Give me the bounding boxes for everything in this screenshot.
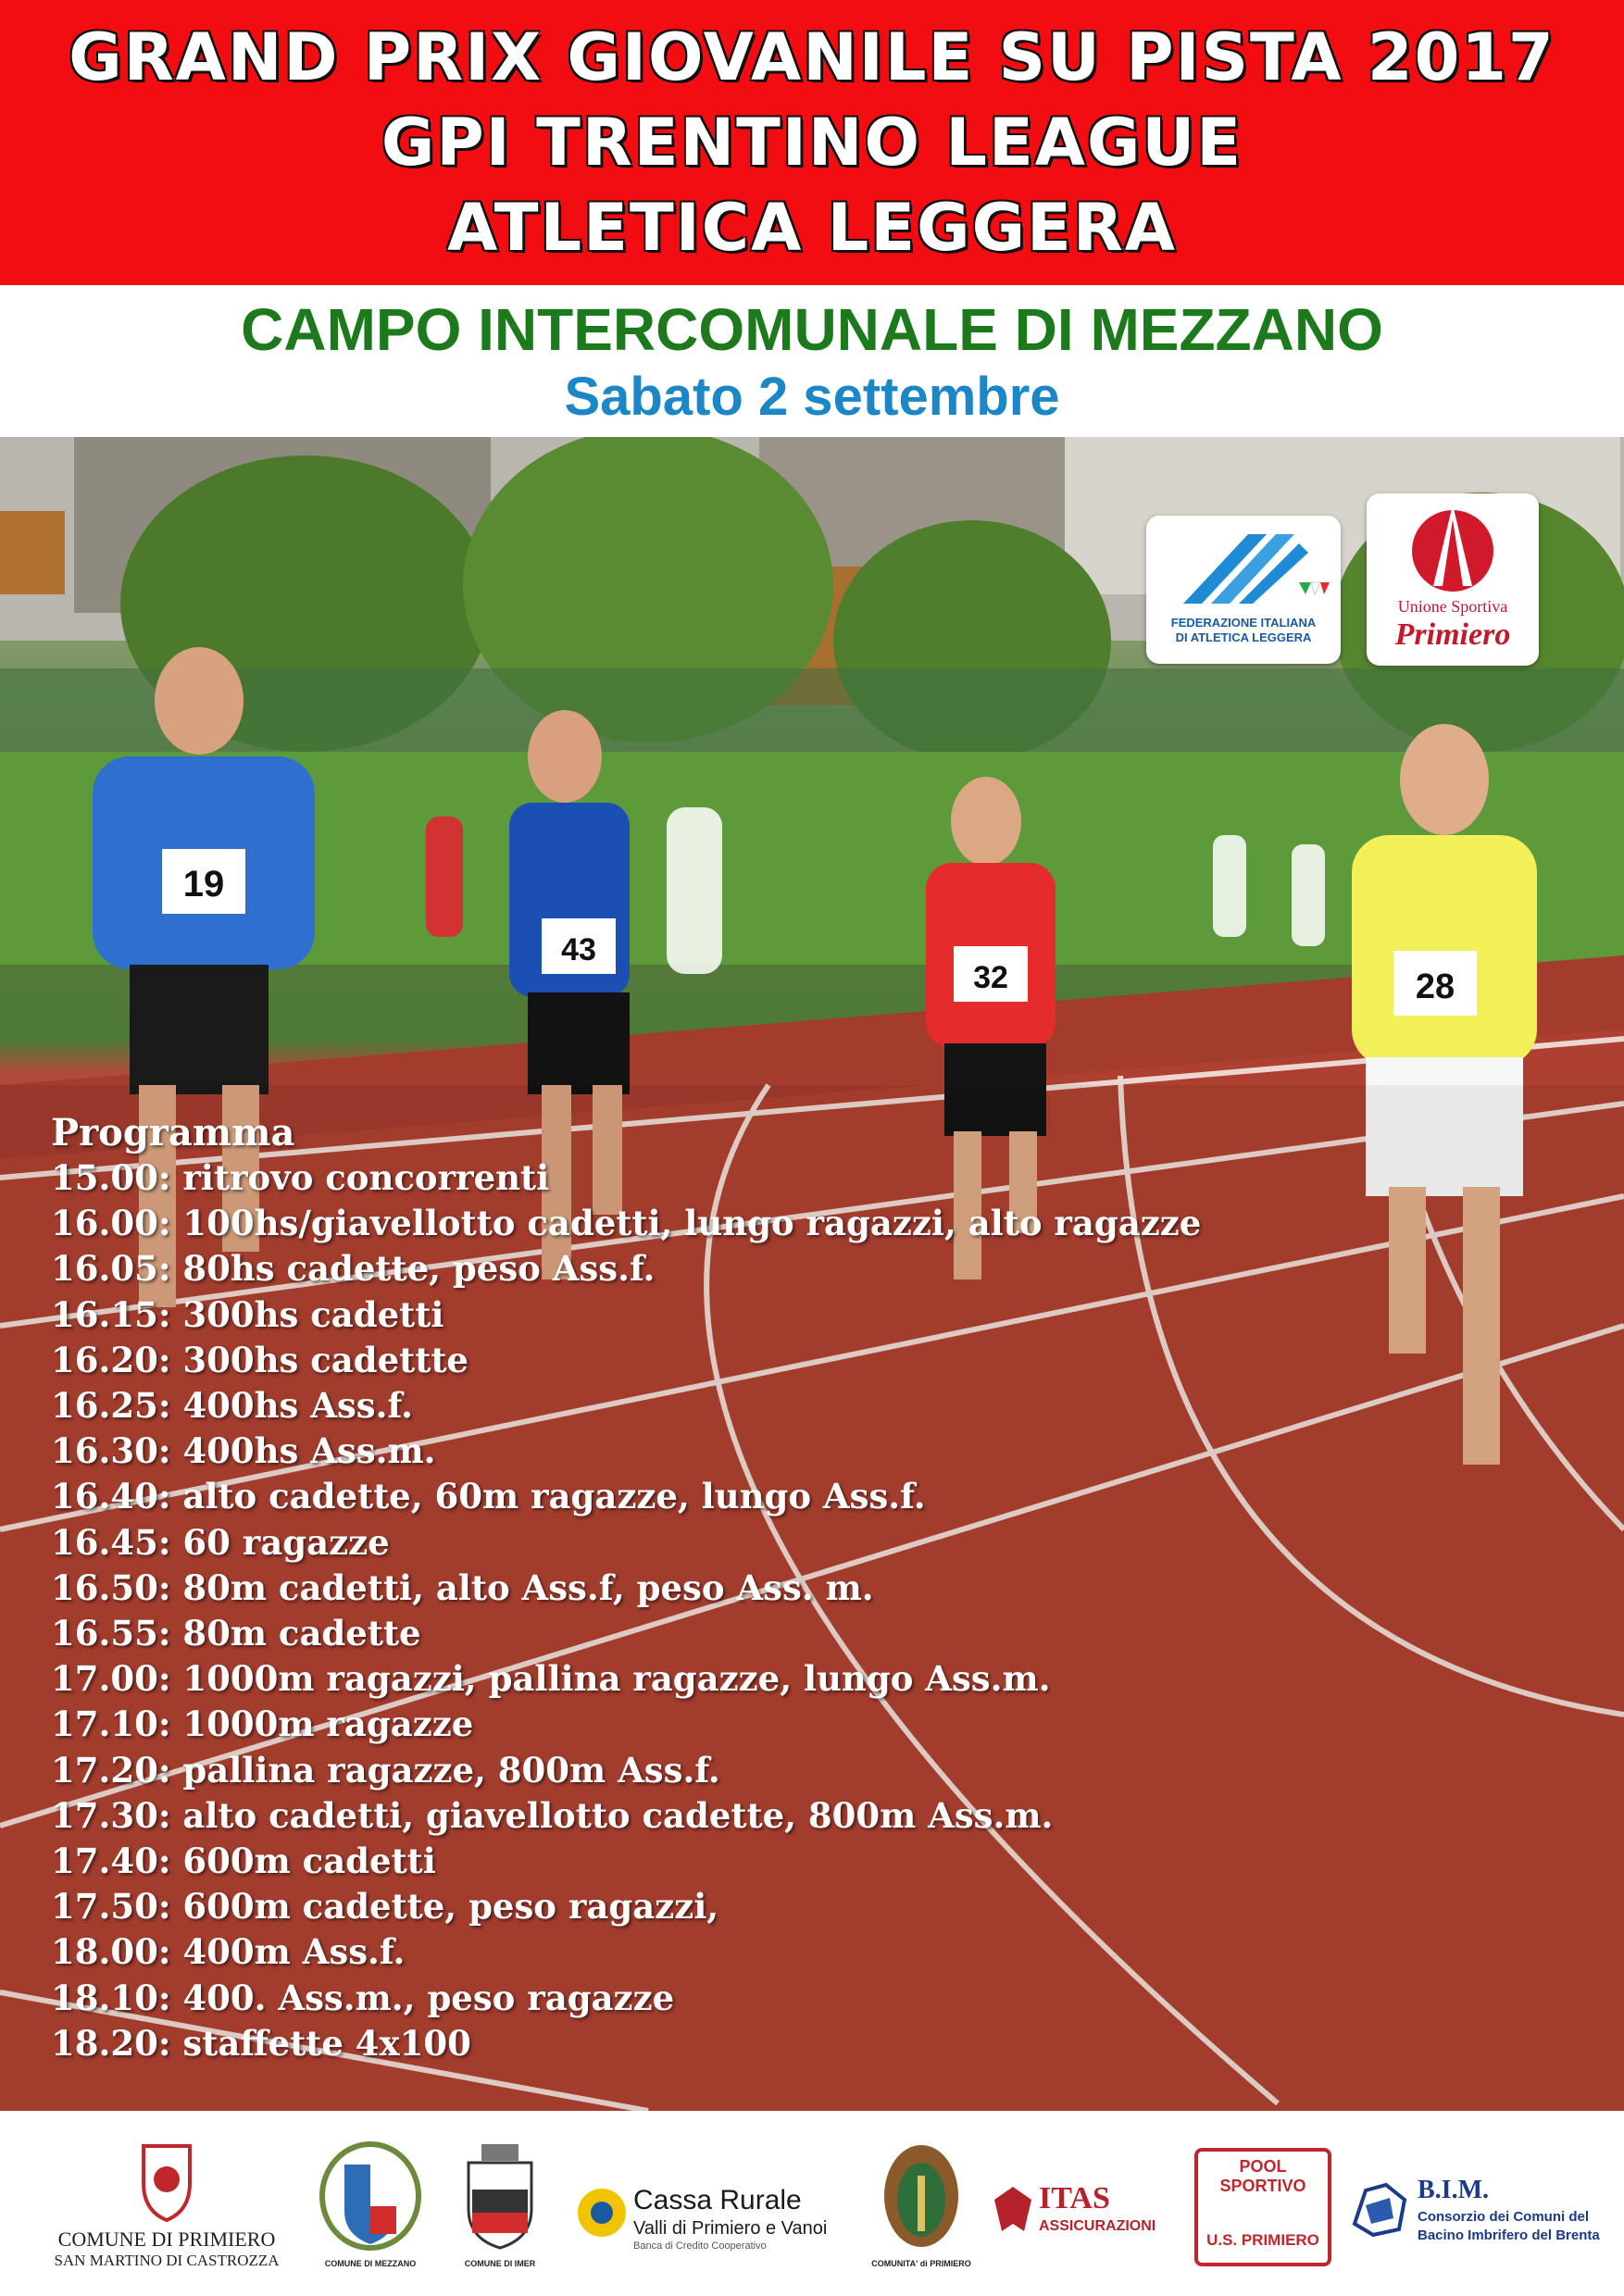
fidal-emblem-icon	[1146, 516, 1341, 618]
header-band	[0, 0, 1624, 285]
cassa-rurale-emblem-icon	[574, 2185, 630, 2240]
cassa-rurale-line2: Valli di Primiero e Vanoi	[633, 2218, 828, 2239]
itas-eagle-icon	[991, 2183, 1035, 2235]
programma-item: 16.40: alto cadette, 60m ragazze, lungo Ass.f.	[51, 1476, 926, 1517]
sponsor-footer	[0, 2111, 1624, 2296]
us-primiero-line1: Unione Sportiva	[1397, 597, 1508, 616]
programma-item: 17.50: 600m cadette, peso ragazzi,	[51, 1886, 719, 1928]
programma-item: 17.30: alto cadetti, giavellotto cadette, 800m Ass.m.	[51, 1794, 1054, 1836]
comunita-crest-icon	[866, 2139, 977, 2254]
programma-item: 17.10: 1000m ragazze	[51, 1703, 474, 1745]
comunita-name: COMUNITA' di PRIMIERO	[871, 2259, 971, 2268]
bim-line3: Bacino Imbrifero del Brenta	[1418, 2227, 1600, 2243]
bim-map-icon	[1347, 2177, 1412, 2242]
sponsor-cassa-rurale	[574, 2139, 833, 2277]
pool-line1: POOL SPORTIVO	[1219, 2157, 1306, 2195]
programma-item: 18.20: staffette 4x100	[51, 2022, 471, 2064]
header-title-line3: ATLETICA LEGGERA	[447, 190, 1177, 266]
programma-item: 16.30: 400hs Ass.m.	[51, 1430, 436, 1472]
mountain-emblem-icon	[1367, 493, 1539, 595]
pool-line2: U.S. PRIMIERO	[1206, 2231, 1319, 2249]
programma-item: 17.40: 600m cadetti	[51, 1841, 436, 1882]
bim-line2: Consorzio dei Comuni del	[1418, 2209, 1590, 2225]
programma-item: 18.00: 400m Ass.f.	[51, 1931, 406, 1973]
sponsor-itas	[991, 2139, 1176, 2277]
imer-name: COMUNE DI IMER	[464, 2259, 536, 2268]
sponsor-bim	[1347, 2139, 1611, 2277]
bib-19: 19	[182, 864, 225, 905]
primiero-name-line1: COMUNE DI PRIMIERO	[57, 2227, 276, 2251]
fidal-name-line2: DI ATLETICA LEGGERA	[1175, 630, 1312, 644]
primiero-crest-icon	[46, 2139, 287, 2224]
programma-item: 16.45: 60 ragazze	[51, 1521, 390, 1563]
sponsor-comune-imer	[444, 2139, 556, 2277]
mezzano-crest-icon	[315, 2139, 426, 2254]
sponsor-comune-primiero	[46, 2139, 287, 2277]
cassa-rurale-line3: Banca di Credito Cooperativo	[633, 2240, 767, 2252]
programma-item: 17.20: pallina ragazze, 800m Ass.f.	[51, 1749, 720, 1791]
mezzano-name: COMUNE DI MEZZANO	[324, 2259, 417, 2268]
programma-section	[51, 1111, 1606, 2066]
cassa-rurale-line1: Cassa Rurale	[633, 2185, 802, 2215]
fidal-logo	[1146, 516, 1341, 664]
programma-item: 16.05: 80hs cadette, peso Ass.f.	[51, 1248, 656, 1290]
primiero-name-line2: SAN MARTINO DI CASTROZZA	[54, 2252, 280, 2269]
venue-title: CAMPO INTERCOMUNALE DI MEZZANO	[241, 296, 1383, 363]
itas-line2: ASSICURAZIONI	[1039, 2218, 1156, 2234]
programma-item: 16.20: 300hs cadettte	[51, 1339, 468, 1380]
imer-crest-icon	[444, 2139, 556, 2254]
pool-sportivo-badge	[1194, 2148, 1331, 2266]
programma-item: 16.50: 80m cadetti, alto Ass.f, peso Ass. m.	[51, 1566, 874, 1608]
programma-item: 18.10: 400. Ass.m., peso ragazze	[51, 1977, 675, 2018]
us-primiero-line2: Primiero	[1394, 618, 1511, 652]
bib-28: 28	[1415, 967, 1455, 1006]
programma-item: 15.00: ritrovo concorrenti	[51, 1157, 550, 1198]
programma-item: 16.15: 300hs cadetti	[51, 1293, 444, 1335]
bib-32: 32	[973, 960, 1008, 995]
programma-item: 17.00: 1000m ragazzi, pallina ragazze, lungo Ass.m.	[51, 1658, 1051, 1700]
bib-43: 43	[561, 932, 596, 967]
header-title-line1: GRAND PRIX GIOVANILE SU PISTA 2017	[69, 19, 1555, 95]
event-date: Sabato 2 settembre	[564, 367, 1060, 427]
itas-line1: ITAS	[1039, 2181, 1110, 2215]
programma-list	[51, 1155, 1606, 2066]
sponsor-pool-sportivo	[1194, 2139, 1333, 2277]
sponsor-comune-mezzano	[315, 2139, 426, 2277]
sponsor-comunita-primiero	[866, 2139, 977, 2277]
us-primiero-logo	[1367, 493, 1539, 666]
programma-item: 16.25: 400hs Ass.f.	[51, 1385, 413, 1427]
programma-title: Programma	[51, 1111, 295, 1154]
fidal-name-line1: FEDERAZIONE ITALIANA	[1170, 616, 1317, 630]
programma-item: 16.00: 100hs/giavellotto cadetti, lungo ragazzi, alto ragazze	[51, 1203, 1202, 1244]
bim-line1: B.I.M.	[1418, 2176, 1489, 2204]
header-title-line2: GPI TRENTINO LEAGUE	[381, 105, 1243, 181]
programma-item: 16.55: 80m cadette	[51, 1613, 421, 1654]
